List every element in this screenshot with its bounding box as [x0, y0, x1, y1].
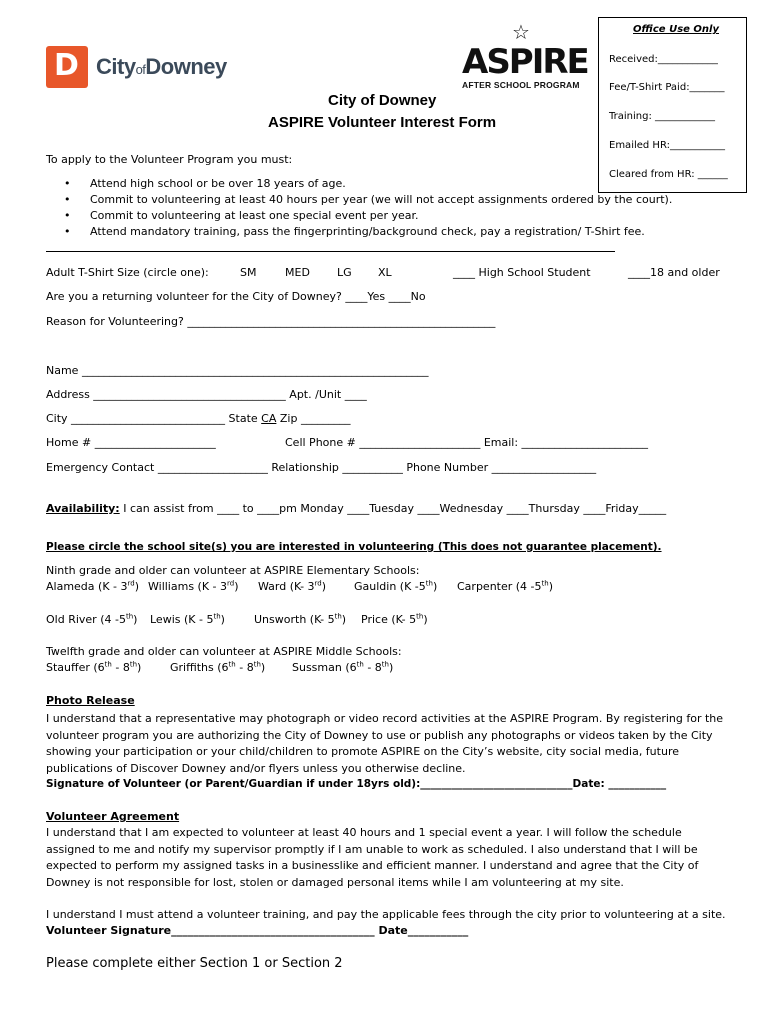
school-sussman[interactable]: Sussman (6th - 8th) — [292, 660, 394, 674]
home-phone-field[interactable]: Home # ______________________ — [46, 436, 216, 449]
adult-field[interactable]: ____18 and older — [628, 266, 720, 279]
school-unsworth[interactable]: Unsworth (K- 5th) — [254, 612, 347, 626]
school-gauldin[interactable]: Gauldin (K -5th) — [354, 579, 438, 593]
form-title: ASPIRE Volunteer Interest Form — [268, 114, 497, 131]
school-lewis[interactable]: Lewis (K - 5th) — [150, 612, 225, 626]
school-ward[interactable]: Ward (K- 3rd) — [258, 579, 327, 593]
availability-label: Availability: — [46, 502, 120, 515]
office-emailed[interactable]: Emailed HR:___________ — [609, 140, 725, 151]
returning-volunteer-field[interactable]: Are you a returning volunteer for the City of Downey? ____Yes ____No — [46, 290, 426, 303]
office-fee[interactable]: Fee/T-Shirt Paid:_______ — [609, 82, 725, 93]
page-title: City of Downey — [328, 92, 437, 109]
state-value: CA — [261, 412, 277, 425]
tshirt-size-lg[interactable]: LG — [337, 266, 352, 279]
footer-note: Please complete either Section 1 or Section 2 — [46, 956, 343, 971]
tshirt-size-xl[interactable]: XL — [378, 266, 392, 279]
elementary-intro: Ninth grade and older can volunteer at ASPIRE Elementary Schools: — [46, 564, 420, 577]
requirement-item: • Attend mandatory training, pass the fingerprinting/background check, pay a registration/ T-Shirt fee. — [66, 225, 645, 238]
office-received[interactable]: Received:____________ — [609, 54, 718, 65]
aspire-logo-subtitle: AFTER SCHOOL PROGRAM — [462, 80, 580, 90]
agreement-text: I understand that I am expected to volunteer at least 40 hours and 1 special event a year. I will follow the schedule assigned to me and notify my supervisor promptly if I am unable to work as scheduled. I also understand that I will be expected to perform my assigned tasks in a businesslike and efficient manner. I understand and agree that the City of Downey is not responsible for lost, stolen or damaged personal items while I am volunteering at my site. — [46, 826, 699, 889]
requirements-intro: To apply to the Volunteer Program you must: — [46, 153, 293, 166]
requirement-item: • Attend high school or be over 18 years of age. — [66, 177, 346, 190]
requirement-item: • Commit to volunteering at least 40 hours per year (we will not accept assignments ordered by the court). — [66, 193, 672, 206]
tshirt-size-med[interactable]: MED — [285, 266, 310, 279]
photo-release-heading: Photo Release — [46, 694, 135, 707]
tshirt-size-sm[interactable]: SM — [240, 266, 257, 279]
school-carpenter[interactable]: Carpenter (4 -5th) — [457, 579, 554, 593]
cell-email-field[interactable]: Cell Phone # ______________________ Email: _______________________ — [285, 436, 649, 449]
training-statement: I understand I must attend a volunteer training, and pay the applicable fees through the city prior to volunteering at a site. — [46, 908, 726, 921]
name-field[interactable]: Name _______________________________________________________________ — [46, 364, 429, 377]
office-use-heading: Office Use Only — [633, 24, 719, 35]
school-griffiths[interactable]: Griffiths (6th - 8th) — [170, 660, 266, 674]
reason-field[interactable]: Reason for Volunteering? ________________________________________________________ — [46, 315, 496, 328]
photo-release-text: I understand that a representative may photograph or video record activities at the ASPIRE Program. By registering for the volunteer program you are authorizing the City of Downey to use or publish any photographs or videos taken by the City showing your participation or your child/children to promote ASPIRE on the City’s website, city social media, future publications of Discover Downey and/or flyers unless you otherwise decline. — [46, 712, 724, 775]
photo-signature-field[interactable]: Signature of Volunteer (or Parent/Guardian if under 18yrs old):_____________________________Date: ___________ — [46, 778, 667, 790]
city-state-zip-field[interactable]: City ____________________________ State CA Zip _________ — [46, 412, 351, 425]
aspire-logo: ASPIRE — [462, 42, 588, 82]
middle-intro: Twelfth grade and older can volunteer at ASPIRE Middle Schools: — [46, 645, 402, 658]
school-instruction: Please circle the school site(s) you are interested in volunteering (This does not guarantee placement). — [46, 541, 662, 553]
requirement-item: • Commit to volunteering at least one special event per year. — [66, 209, 419, 222]
school-old-river[interactable]: Old River (4 -5th) — [46, 612, 138, 626]
school-stauffer[interactable]: Stauffer (6th - 8th) — [46, 660, 142, 674]
high-school-student-field[interactable]: ____ High School Student — [453, 266, 591, 279]
office-cleared[interactable]: Cleared from HR: ______ — [609, 169, 728, 180]
star-icon: ☆ — [512, 20, 530, 44]
availability-row[interactable]: Availability: I can assist from ____ to ____pm Monday ____Tuesday ____Wednesday ____Thursday ____Friday_____ — [46, 502, 667, 515]
agreement-heading: Volunteer Agreement — [46, 810, 180, 823]
office-training[interactable]: Training: ____________ — [609, 111, 716, 122]
city-logo-mark: D — [46, 46, 88, 88]
school-price[interactable]: Price (K- 5th) — [361, 612, 428, 626]
divider — [46, 251, 615, 252]
emergency-contact-field[interactable]: Emergency Contact ____________________ Relationship ___________ Phone Number ___________________ — [46, 461, 597, 474]
school-williams[interactable]: Williams (K - 3rd) — [148, 579, 239, 593]
school-alameda[interactable]: Alameda (K - 3rd) — [46, 579, 139, 593]
city-logo-text: CityofDowney — [96, 54, 227, 79]
address-field[interactable]: Address ___________________________________ Apt. /Unit ____ — [46, 388, 367, 401]
tshirt-label: Adult T-Shirt Size (circle one): — [46, 266, 209, 279]
office-use-box — [598, 17, 747, 193]
volunteer-signature-field[interactable]: Volunteer Signature_____________________________________ Date___________ — [46, 924, 469, 937]
